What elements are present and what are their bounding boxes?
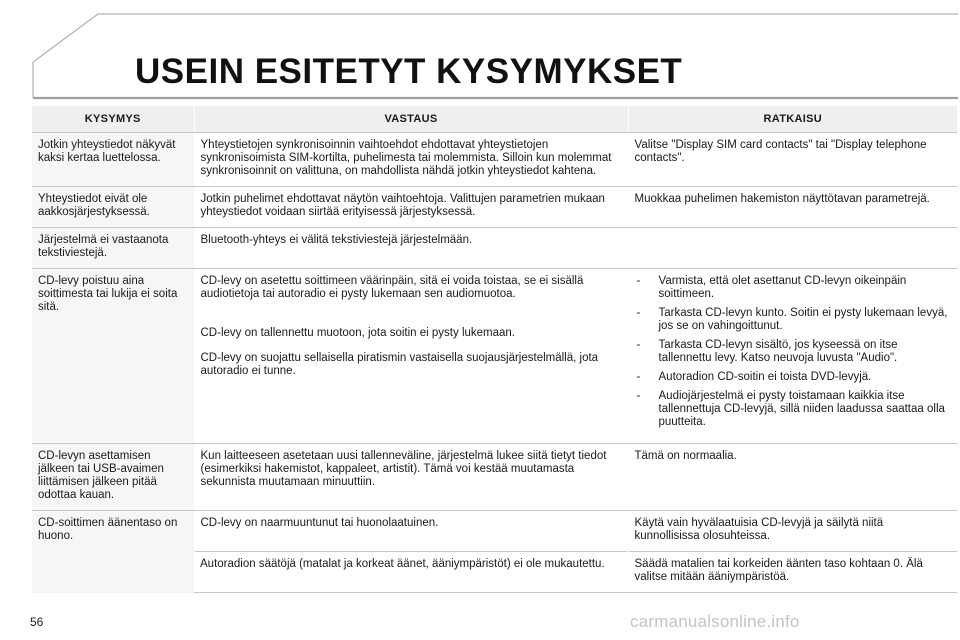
question-cell: Yhteystiedot eivät ole aakkosjärjestyksessä. bbox=[32, 187, 194, 228]
header-solution: RATKAISU bbox=[628, 106, 957, 133]
question-cell: Jotkin yhteystiedot näkyvät kaksi kertaa luettelossa. bbox=[32, 133, 194, 187]
answer-text: CD-levy on asetettu soittimeen väärinpäin, sitä ei voida toistaa, se ei sisällä audiotietoja tai autoradio ei pysty lukemaan sen audiomuotoa. bbox=[200, 275, 584, 300]
answer-text: Kun laitteeseen asetetaan uusi tallenneväline, järjestelmä lukee siitä tietyt tiedot (esimerkiksi hakemistot, kappaleet, artistit). Tämä voi kestää muutamasta sekunnista muutamaan minuuttiin. bbox=[200, 450, 607, 488]
answer-text: Yhteystietojen synkronisoinnin vaihtoehdot ehdottavat yhteystietojen synkronisoimista SIM-kortilta, puhelimesta tai molemmista. Silloin kun molemmat synkronisoinnit on valittuna, on mahdollista nähdä jotkin yhteystiedot kahtena. bbox=[200, 139, 612, 177]
solution-cell: Valitse "Display SIM card contacts" tai "Display telephone contacts". bbox=[628, 133, 957, 187]
header-question: KYSYMYS bbox=[32, 106, 194, 133]
question-cell: CD-levyn asettamisen jälkeen tai USB-avaimen liittämisen jälkeen pitää odottaa kauan. bbox=[32, 444, 194, 511]
header-answer: VASTAUS bbox=[194, 106, 628, 133]
question-cell: Järjestelmä ei vastaanota tekstiviestejä. bbox=[32, 228, 194, 269]
list-item: - Varmista, että olet asettanut CD-levyn oikeinpäin soittimeen. bbox=[635, 275, 952, 301]
table-row bbox=[32, 133, 957, 187]
answer-text: CD-levy on suojattu sellaisella piratismin vastaisella suojausjärjestelmällä, jota autoradio ei tunne. bbox=[200, 352, 599, 377]
answer-cell bbox=[194, 511, 628, 552]
answer-cell bbox=[194, 187, 628, 228]
answer-text: CD-levy on naarmuuntunut tai huonolaatuinen. bbox=[200, 517, 439, 529]
list-item: - Tarkasta CD-levyn kunto. Soitin ei pysty lukemaan levyä, jos se on vahingoittunut. bbox=[635, 307, 952, 333]
question-cell: CD-levy poistuu aina soittimesta tai lukija ei soita sitä. bbox=[32, 269, 194, 444]
table-row bbox=[32, 511, 957, 552]
table-row bbox=[32, 187, 957, 228]
faq-table bbox=[32, 106, 957, 593]
page-title: USEIN ESITETYT KYSYMYKSET bbox=[135, 52, 683, 91]
answer-text: Bluetooth-yhteys ei välitä tekstiviestejä järjestelmään. bbox=[200, 234, 473, 246]
table-row bbox=[32, 228, 957, 269]
question-cell: CD-soittimen äänentaso on huono. bbox=[32, 511, 194, 593]
answer-cell bbox=[194, 552, 628, 593]
list-item: - Audiojärjestelmä ei pysty toistamaan kaikkia itse tallennettuja CD-levyjä, sillä niiden laadussa saattaa olla puutteita. bbox=[635, 390, 952, 429]
solution-cell bbox=[628, 228, 957, 269]
solution-list bbox=[635, 275, 952, 429]
list-item: - Autoradion CD-soitin ei toista DVD-levyjä. bbox=[635, 371, 952, 384]
list-item: - Tarkasta CD-levyn sisältö, jos kyseessä on itse tallennettu levy. Katso neuvoja luvusta "Audio". bbox=[635, 339, 952, 365]
solution-cell: Säädä matalien tai korkeiden äänten taso kohtaan 0. Älä valitse mitään ääniympäristöä. bbox=[628, 552, 957, 593]
solution-cell: Muokkaa puhelimen hakemiston näyttötavan parametrejä. bbox=[628, 187, 957, 228]
answer-cell bbox=[194, 228, 628, 269]
watermark: carmanualsonline.info bbox=[630, 612, 800, 631]
answer-cell bbox=[194, 444, 628, 511]
solution-cell bbox=[628, 269, 957, 444]
answer-cell bbox=[194, 269, 628, 444]
table-row bbox=[32, 269, 957, 444]
answer-text: Autoradion säätöjä (matalat ja korkeat äänet, ääniympäristöt) ei ole mukautettu. bbox=[200, 558, 605, 570]
page-number: 56 bbox=[30, 615, 44, 629]
solution-cell: Tämä on normaalia. bbox=[628, 444, 957, 511]
table-header-row bbox=[32, 106, 957, 133]
answer-cell bbox=[194, 133, 628, 187]
table-row bbox=[32, 444, 957, 511]
answer-text: CD-levy on tallennettu muotoon, jota soitin ei pysty lukemaan. bbox=[200, 327, 515, 339]
solution-cell: Käytä vain hyvälaatuisia CD-levyjä ja säilytä niitä kunnollisissa olosuhteissa. bbox=[628, 511, 957, 552]
answer-text: Jotkin puhelimet ehdottavat näytön vaihtoehtoja. Valittujen parametrien mukaan yhteystiedot voidaan siirtää erityisessä järjestyksessä. bbox=[200, 193, 605, 218]
